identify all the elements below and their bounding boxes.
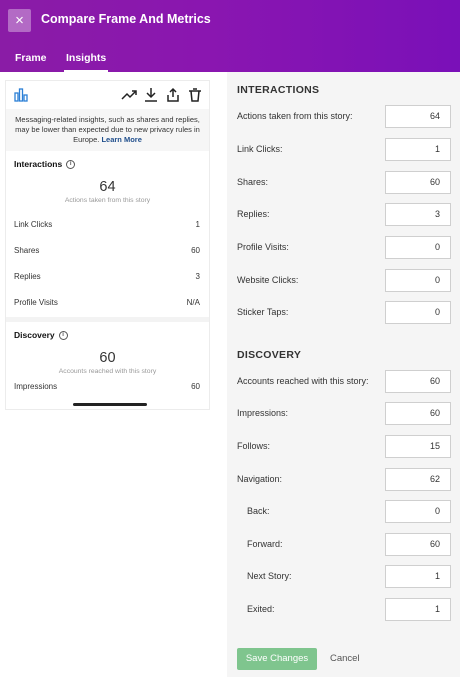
field-label: Back:	[247, 506, 270, 516]
metric-label: Link Clicks	[14, 219, 53, 229]
accounts-reached-input[interactable]: 60	[385, 370, 451, 393]
form-field	[237, 435, 452, 458]
navigation-input[interactable]: 62	[385, 468, 451, 491]
form-field	[237, 468, 452, 491]
link-clicks-input[interactable]: 1	[385, 138, 451, 161]
metric-label: Shares	[14, 245, 40, 255]
metric-value: 60	[191, 245, 200, 255]
website-clicks-input[interactable]: 0	[385, 269, 451, 292]
trash-icon[interactable]	[187, 87, 203, 103]
save-changes-button[interactable]: Save Changes	[237, 648, 317, 670]
tab-frame[interactable]: Frame	[15, 52, 47, 64]
replies-input[interactable]: 3	[385, 203, 451, 226]
form-field	[237, 500, 452, 523]
insights-preview	[5, 80, 210, 410]
form-field	[237, 565, 452, 588]
section-divider	[6, 317, 209, 322]
metric-value: N/A	[186, 297, 200, 307]
form-field	[237, 138, 452, 161]
trend-icon[interactable]	[121, 87, 137, 103]
next-story-input[interactable]: 1	[385, 565, 451, 588]
learn-more-link[interactable]: Learn More	[101, 135, 142, 144]
info-icon[interactable]: i	[59, 331, 68, 340]
metrics-form	[227, 72, 460, 677]
field-label: Link Clicks:	[237, 144, 283, 154]
discovery-title-text: Discovery	[14, 330, 55, 340]
metric-label: Replies	[14, 271, 41, 281]
discovery-section-title	[6, 328, 209, 342]
privacy-notice	[6, 109, 209, 151]
metric-row	[6, 263, 209, 289]
reach-total: 60	[99, 350, 116, 366]
interactions-heading: INTERACTIONS	[237, 84, 320, 96]
modal-header	[0, 0, 460, 72]
form-field	[237, 171, 452, 194]
bar-chart-icon[interactable]	[13, 87, 29, 103]
metric-value: 3	[195, 271, 200, 281]
form-field	[237, 301, 452, 324]
metric-row	[6, 211, 209, 237]
interactions-section-title	[6, 157, 209, 171]
shares-input[interactable]: 60	[385, 171, 451, 194]
field-label: Shares:	[237, 177, 269, 187]
tab-insights[interactable]: Insights	[66, 44, 106, 72]
reach-caption: Accounts reached with this story	[58, 368, 157, 375]
field-label: Follows:	[237, 441, 271, 451]
exited-input[interactable]: 1	[385, 598, 451, 621]
sticker-taps-input[interactable]: 0	[385, 301, 451, 324]
home-indicator	[73, 403, 147, 406]
field-label: Sticker Taps:	[237, 307, 289, 317]
form-field	[237, 203, 452, 226]
form-field	[237, 598, 452, 621]
field-label: Replies:	[237, 209, 270, 219]
follows-input[interactable]: 15	[385, 435, 451, 458]
impressions-input[interactable]: 60	[385, 402, 451, 425]
field-label: Impressions:	[237, 408, 289, 418]
form-field	[237, 370, 452, 393]
field-label: Website Clicks:	[237, 275, 299, 285]
field-label: Accounts reached with this story:	[237, 376, 369, 386]
download-icon[interactable]	[143, 87, 159, 103]
privacy-notice-text: Messaging-related insights, such as shares and replies, may be lower than expected due to new privacy rules in Europe.	[15, 115, 200, 144]
interactions-title-text: Interactions	[14, 159, 63, 169]
form-field	[237, 402, 452, 425]
metric-label: Profile Visits	[14, 297, 58, 307]
profile-visits-input[interactable]: 0	[385, 236, 451, 259]
form-field	[237, 105, 452, 128]
field-label: Forward:	[247, 539, 283, 549]
field-label: Exited:	[247, 604, 275, 614]
share-icon[interactable]	[165, 87, 181, 103]
discovery-heading: DISCOVERY	[237, 349, 302, 361]
preview-toolbar	[6, 81, 209, 109]
actions-caption: Actions taken from this story	[64, 197, 151, 204]
metric-row	[6, 375, 209, 397]
back-input[interactable]: 0	[385, 500, 451, 523]
field-label: Navigation:	[237, 474, 283, 484]
field-label: Profile Visits:	[237, 242, 289, 252]
modal-title: Compare Frame And Metrics	[41, 12, 211, 26]
form-field	[237, 269, 452, 292]
actions-input[interactable]: 64	[385, 105, 451, 128]
actions-total: 64	[99, 179, 116, 195]
form-field	[237, 533, 452, 556]
metric-value: 60	[191, 381, 200, 391]
metric-value: 1	[195, 219, 200, 229]
metric-row	[6, 237, 209, 263]
metric-label: Impressions	[14, 381, 58, 391]
info-icon[interactable]: i	[66, 160, 75, 169]
forward-input[interactable]: 60	[385, 533, 451, 556]
form-field	[237, 236, 452, 259]
tab-bar	[0, 44, 460, 72]
close-button[interactable]: ×	[8, 9, 31, 32]
metric-row	[6, 289, 209, 315]
field-label: Actions taken from this story:	[237, 111, 353, 121]
field-label: Next Story:	[247, 571, 292, 581]
cancel-button[interactable]: Cancel	[330, 653, 360, 664]
